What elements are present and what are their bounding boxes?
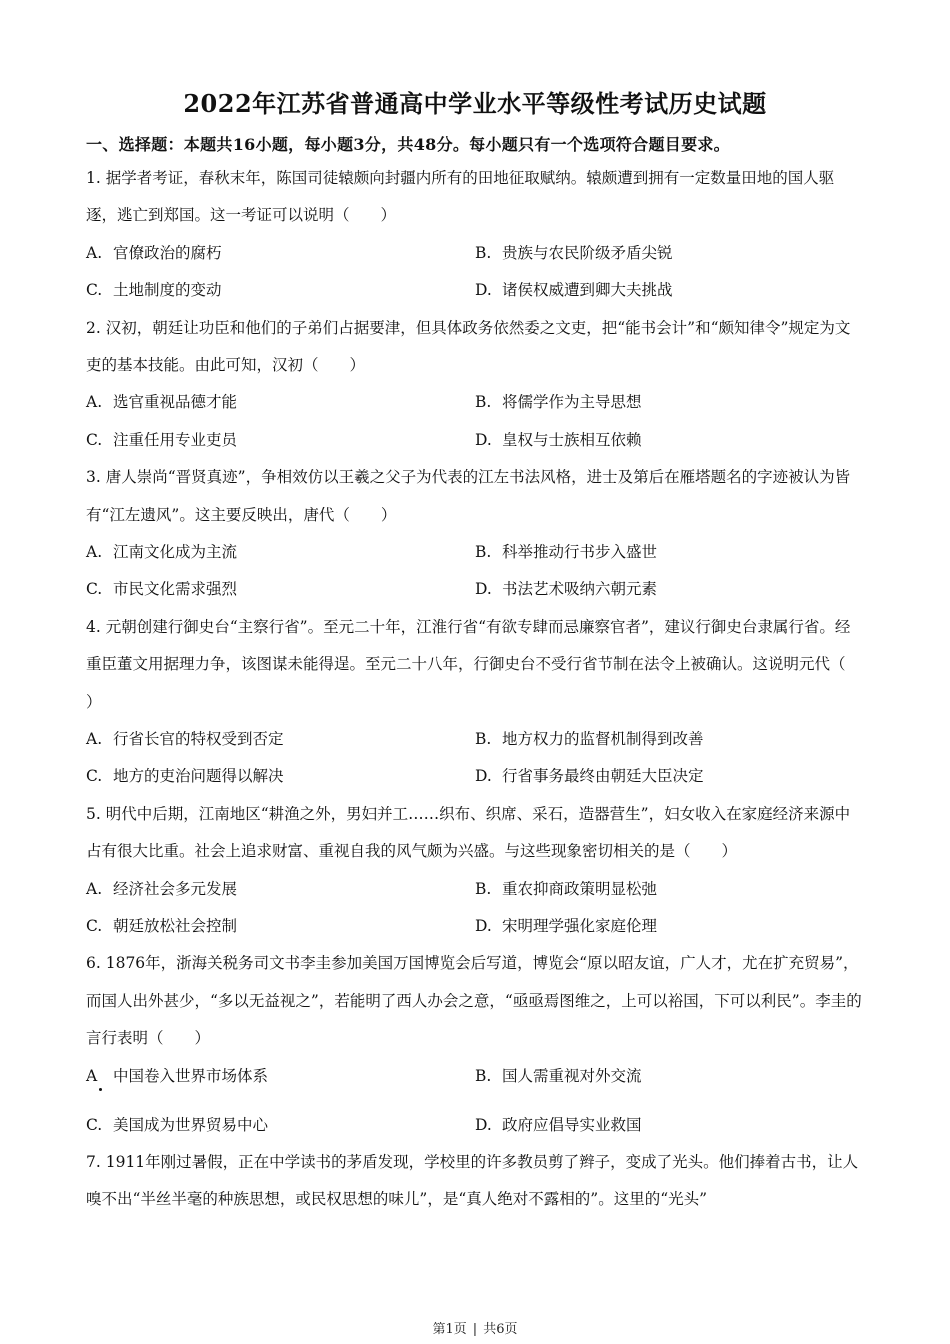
option — [86, 758, 475, 795]
option — [475, 384, 864, 421]
option-text: 国人需重视对外交流 — [501, 1066, 642, 1085]
question-stem: 7. 1911年刚过暑假，正在中学读书的茅盾发现，学校里的许多教员剪了辫子，变成了光头。他们捧着古书，让人嗅不出“半丝半毫的种族思想，或民权思想的味儿”，是“真人绝对不露相的”。这里的“光头” — [86, 1152, 859, 1209]
option-key: D. — [475, 281, 492, 300]
option-text: 官僚政治的腐朽 — [112, 243, 222, 262]
option-text: 土地制度的变动 — [112, 281, 222, 300]
option-key: B. — [475, 243, 492, 262]
option-key: A. — [86, 243, 103, 262]
option — [86, 272, 475, 309]
question-stem: 3. 唐人崇尚“晋贤真迹”，争相效仿以王羲之父子为代表的江左书法风格，进士及第后在雁塔题名的字迹被认为皆有“江左遗风”。这主要反映出，唐代（ ） — [86, 468, 851, 524]
option-key: B. — [475, 879, 492, 898]
option-row — [86, 758, 864, 795]
option — [86, 534, 475, 571]
option-text: 重农抑商政策明显松弛 — [501, 879, 657, 898]
option-text: 地方权力的监督机制得到改善 — [501, 730, 704, 748]
option-text: 科举推动行书步入盛世 — [501, 543, 657, 561]
option-key: A. — [86, 543, 103, 561]
option-row — [86, 384, 864, 421]
option-text: 中国卷入世界市场体系 — [112, 1066, 268, 1085]
option-key: A. — [86, 879, 103, 898]
option — [475, 1058, 864, 1107]
option-row — [86, 272, 864, 309]
option-key: B. — [475, 393, 492, 412]
option-key: B. — [475, 543, 492, 561]
option-text: 将儒学作为主导思想 — [501, 393, 642, 412]
question — [86, 1144, 864, 1219]
option — [86, 721, 475, 758]
option — [86, 871, 475, 908]
option-key: C. — [86, 430, 103, 449]
option — [86, 908, 475, 945]
option-key: D. — [475, 430, 492, 449]
option-row — [86, 908, 864, 945]
option-text: 贵族与农民阶级矛盾尖锐 — [501, 243, 673, 262]
option-text: 地方的吏治问题得以解决 — [112, 767, 284, 786]
option-key: C. — [86, 916, 103, 935]
option-text: 朝廷放松社会控制 — [112, 916, 237, 935]
question-stem: 6. 1876年，浙海关税务司文书李圭参加美国万国博览会后写道，博览会“原以昭友谊，广人才，尤在扩充贸易”，而国人出外甚少，“多以无益视之”，若能明了西人办会之意，“亟亟焉图维之，上可以裕国，下可以利民”。李圭的言行表明（ ） — [86, 954, 862, 1048]
option-row — [86, 721, 864, 758]
option-key: D. — [475, 580, 492, 599]
option — [86, 422, 475, 459]
option-text: 行省事务最终由朝廷大臣决定 — [501, 767, 704, 786]
option-key: A. — [86, 393, 103, 412]
option — [475, 721, 864, 758]
page-total: 共6页 — [483, 1322, 518, 1337]
option — [475, 1107, 864, 1144]
option-key: A. — [86, 730, 103, 748]
question-stem: 5. 明代中后期，江南地区“耕渔之外，男妇并工……织布、织席、采石，造器营生”，妇女收入在家庭经济来源中占有很大比重。社会上追求财富、重视自我的风气颇为兴盛。与这些现象密切相关的是（ ） — [86, 804, 851, 861]
option — [86, 384, 475, 421]
question — [86, 459, 864, 609]
page-current: 第1页 — [432, 1322, 467, 1337]
option-text: 宋明理学强化家庭伦理 — [501, 916, 657, 935]
option-key: D. — [475, 767, 492, 786]
option — [475, 571, 864, 608]
question-stem: 4. 元朝创建行御史台“主察行省”。至元二十年，江淮行省“有欲专肆而忌廉察官者”，建议行御史台隶属行省。经重臣董文用据理力争，该图谋未能得逞。至元二十八年，行御史台不受行省节制在法令上被确认。这说明元代（ ） — [86, 617, 877, 711]
option-row — [86, 235, 864, 272]
option — [475, 422, 864, 459]
option-row — [86, 871, 864, 908]
question — [86, 796, 864, 946]
option — [475, 871, 864, 908]
option — [475, 235, 864, 272]
option — [86, 235, 475, 272]
question-stem: 1. 据学者考证，春秋末年，陈国司徒辕颇向封疆内所有的田地征取赋纳。辕颇遭到拥有一定数量田地的国人驱逐，逃亡到郑国。这一考证可以说明（ ） — [86, 169, 835, 225]
option-key: C. — [86, 1115, 103, 1134]
page-separator: | — [472, 1322, 478, 1337]
option-row — [86, 571, 864, 608]
option-row — [86, 534, 864, 571]
option-key: C. — [86, 580, 103, 599]
section-heading: 一、选择题：本题共16小题，每小题3分，共48分。每小题只有一个选项符合题目要求。 — [86, 135, 730, 154]
option-text: 行省长官的特权受到否定 — [112, 730, 284, 748]
option-key: D. — [475, 916, 492, 935]
question-list — [86, 160, 877, 1219]
option-text: 市民文化需求强烈 — [112, 580, 237, 599]
option-text: 皇权与士族相互依赖 — [501, 430, 642, 449]
option-key: D. — [475, 1115, 492, 1134]
option-key: A — [86, 1058, 108, 1095]
option-text: 江南文化成为主流 — [112, 543, 237, 561]
page-footer — [0, 1318, 950, 1337]
option-text: 注重任用专业吏员 — [112, 430, 237, 449]
question — [86, 160, 864, 310]
option-text: 诸侯权威遭到卿大夫挑战 — [501, 281, 673, 300]
question — [86, 945, 864, 1144]
option-key: C. — [86, 281, 103, 300]
option-key: C. — [86, 767, 103, 786]
option-row — [86, 422, 864, 459]
option-text: 美国成为世界贸易中心 — [112, 1115, 268, 1134]
option-text: 政府应倡导实业救国 — [501, 1115, 642, 1134]
option — [475, 272, 864, 309]
option-text: 经济社会多元发展 — [112, 879, 237, 898]
question-stem: 2. 汉初，朝廷让功臣和他们的子弟们占据要津，但具体政务依然委之文吏，把“能书会计”和“颇知律令”规定为文吏的基本技能。由此可知，汉初（ ） — [86, 318, 851, 374]
question — [86, 609, 877, 796]
question — [86, 310, 864, 460]
option — [86, 1107, 475, 1144]
option — [475, 908, 864, 945]
option — [86, 1058, 475, 1107]
option-key: B. — [475, 1066, 492, 1085]
option-row — [86, 1058, 864, 1107]
option — [475, 534, 864, 571]
page-title: 2022年江苏省普通高中学业水平等级性考试历史试题 — [183, 89, 767, 118]
option-key: B. — [475, 730, 492, 748]
option — [86, 571, 475, 608]
option-text: 书法艺术吸纳六朝元素 — [501, 580, 657, 599]
option — [475, 758, 864, 795]
option-text: 选官重视品德才能 — [112, 393, 237, 412]
option-row — [86, 1107, 864, 1144]
